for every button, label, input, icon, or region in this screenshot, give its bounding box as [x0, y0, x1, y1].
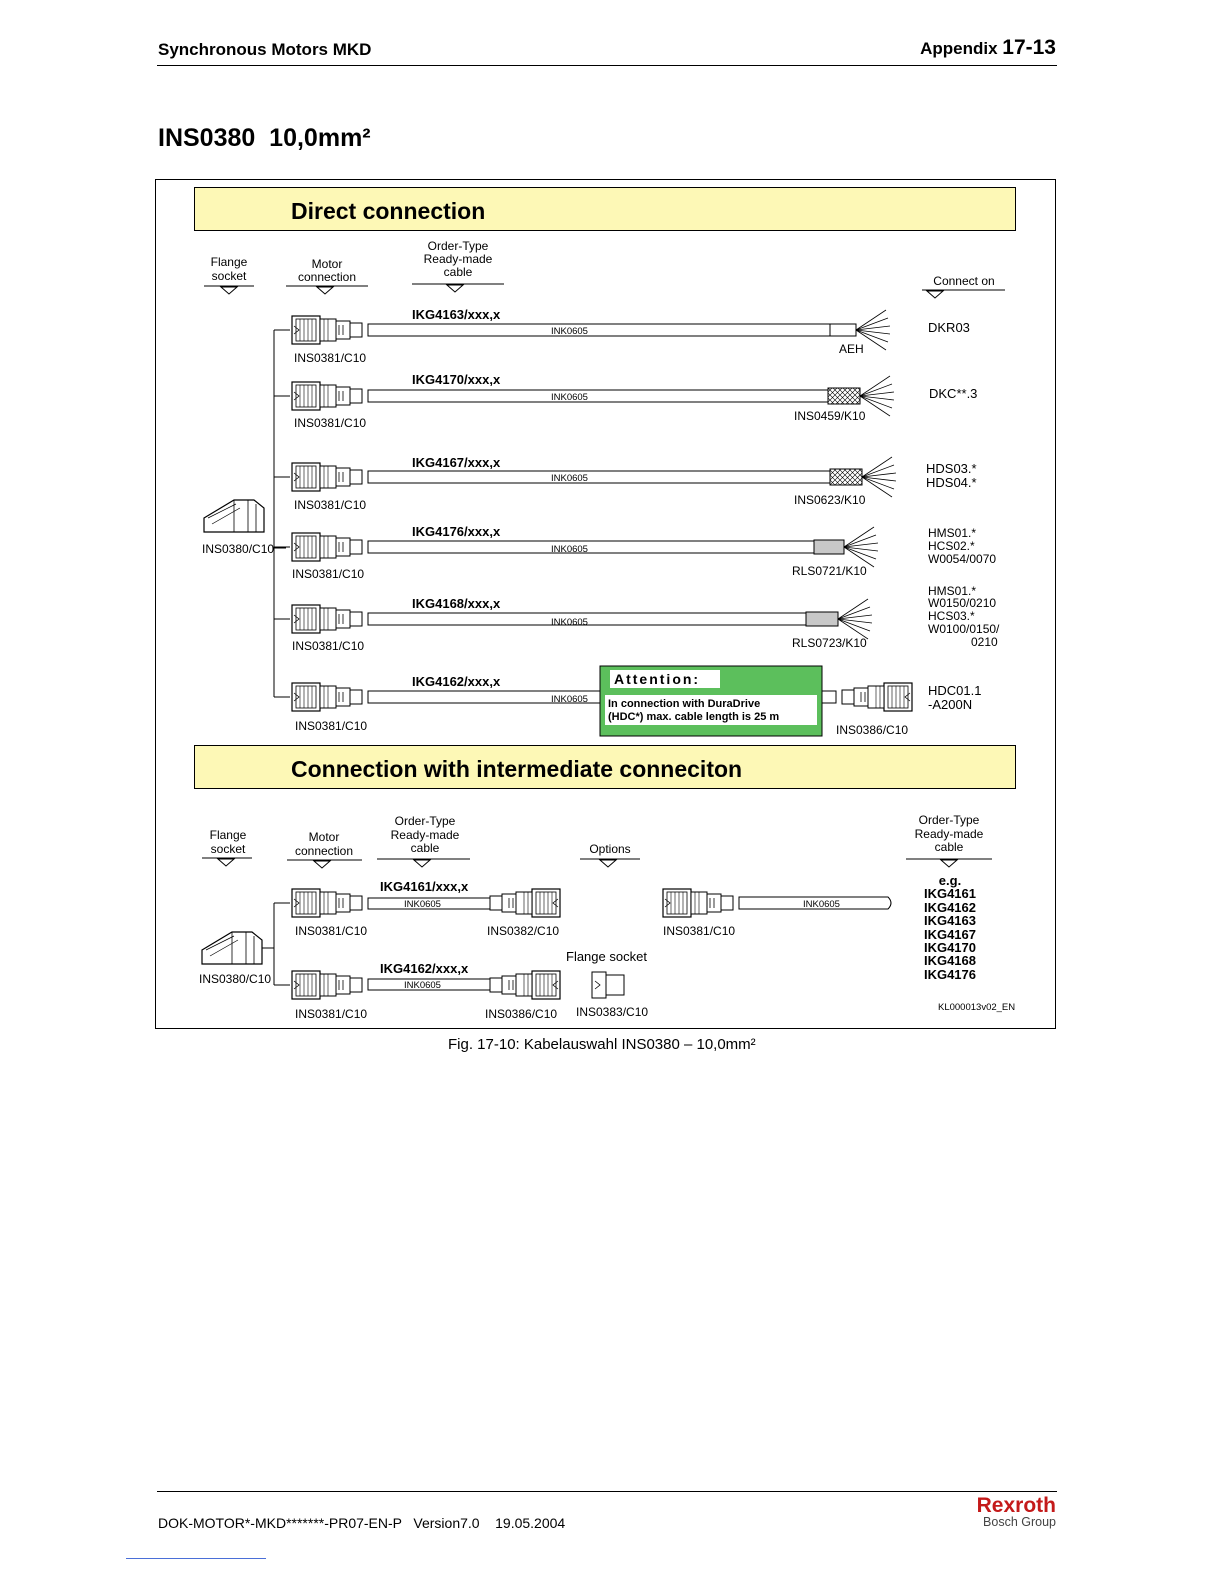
ink-code: INK0605: [551, 326, 588, 337]
col-connect-label: Connect on: [933, 274, 995, 288]
ext-motor-code: INS0381/C10: [663, 924, 736, 938]
target-device: HDS03.*: [926, 461, 977, 476]
eg-item: IKG4168: [923, 953, 977, 968]
target-device: W0100/0150/: [928, 622, 1000, 636]
attention-line-1: In connection with DuraDrive: [608, 698, 761, 710]
col-order2-label-1: Order-Type: [918, 813, 980, 827]
target-device: HMS01.*: [928, 526, 977, 540]
target-device: HMS01.*: [928, 584, 977, 598]
flange-socket-drawing: [204, 500, 264, 532]
motor-code: INS0381/C10: [295, 719, 368, 733]
rexroth-logo: Rexroth: [976, 1494, 1056, 1517]
eg-item: IKG4170: [923, 940, 977, 955]
eg-item: IKG4161: [923, 886, 977, 901]
col-options-label: Options: [589, 842, 631, 856]
target-device: -A200N: [928, 697, 973, 712]
col-order2-label-3: cable: [934, 840, 964, 854]
motor-code: INS0381/C10: [292, 639, 365, 653]
target-device: DKR03: [928, 320, 970, 335]
end-code: INS0623/K10: [794, 493, 866, 507]
figure-caption: Fig. 17-10: Kabelauswahl INS0380 – 10,0mm²: [448, 1036, 756, 1053]
figure-id: KL000013v02_EN: [938, 1002, 1016, 1013]
col-flange-label-1: Flange: [209, 828, 247, 842]
eg-item: IKG4162: [923, 900, 977, 915]
ink-code: INK0605: [551, 473, 588, 484]
motor-code: INS0381/C10: [294, 416, 367, 430]
direct-flange-code: INS0380/C10: [202, 542, 275, 556]
cable-code: IKG4162/xxx,x: [412, 674, 501, 689]
ink-code: INK0605: [551, 544, 588, 555]
cable-code: IKG4163/xxx,x: [412, 307, 501, 322]
motor-code: INS0381/C10: [295, 1007, 368, 1021]
page-number: 17-13: [1002, 36, 1056, 59]
col-flange-label-1: Flange: [210, 255, 248, 269]
target-device: HDS04.*: [926, 475, 977, 490]
attention-line-2: (HDC*) max. cable length is 25 m: [608, 711, 780, 723]
col-order-label-2: Ready-made: [390, 828, 460, 842]
col-motor-label-1: Motor: [311, 257, 343, 271]
attention-title: Attention:: [614, 671, 701, 687]
cable-code: IKG4176/xxx,x: [412, 524, 501, 539]
end-code: INS0386/C10: [485, 1007, 558, 1021]
cable-ikg4167: [368, 471, 830, 483]
bosch-group-label: Bosch Group: [983, 1515, 1056, 1529]
ink-code: INK0605: [404, 899, 441, 910]
section-title-intermediate: Connection with intermediate conneciton: [291, 756, 743, 782]
target-device: HDC01.1: [928, 683, 982, 698]
cable-ikg4163: [368, 324, 830, 336]
bottom-link-underline: [126, 1558, 266, 1559]
end-code: INS0382/C10: [487, 924, 560, 938]
col-order-label-2: Ready-made: [423, 252, 493, 266]
cable-code: IKG4162/xxx,x: [380, 961, 469, 976]
col-order-label-1: Order-Type: [394, 814, 456, 828]
cable-code: IKG4168/xxx,x: [412, 596, 501, 611]
option-code: INS0383/C10: [576, 1005, 649, 1019]
eg-item: IKG4163: [923, 913, 977, 928]
ext-ink-code: INK0605: [803, 899, 840, 910]
target-device: 0210: [971, 635, 998, 649]
target-device: W0150/0210: [928, 596, 997, 610]
section-title-direct: Direct connection: [291, 198, 486, 224]
footer-rule: [157, 1491, 1057, 1492]
end-code: RLS0723/K10: [792, 636, 867, 650]
motor-code: INS0381/C10: [294, 351, 367, 365]
eg-item: IKG4176: [923, 967, 977, 982]
eg-item: IKG4167: [923, 927, 977, 942]
col-motor-label-2: connection: [297, 270, 357, 284]
ink-code: INK0605: [551, 694, 588, 705]
motor-code: INS0381/C10: [294, 498, 367, 512]
page-title: INS0380 10,0mm²: [158, 124, 371, 152]
flange-socket-drawing-2: [202, 932, 262, 964]
col-flange-label-2: socket: [210, 842, 246, 856]
footer-doc-id: DOK-MOTOR*-MKD*******-PR07-EN-P Version7.0 19.05.2004: [158, 1515, 566, 1531]
col-order-label-1: Order-Type: [427, 239, 489, 253]
end-code: INS0386/C10: [836, 723, 909, 737]
appendix-label: Appendix: [920, 39, 998, 58]
target-device: HCS02.*: [928, 539, 975, 553]
ink-code: INK0605: [404, 980, 441, 991]
end-code: INS0459/K10: [794, 409, 866, 423]
end-code: AEH: [839, 342, 864, 356]
cable-code: IKG4167/xxx,x: [412, 455, 501, 470]
target-device: HCS03.*: [928, 609, 975, 623]
cable-ikg4176: [368, 541, 814, 553]
motor-code: INS0381/C10: [295, 924, 368, 938]
target-device: W0054/0070: [928, 552, 997, 566]
col-motor-label-2: connection: [294, 844, 354, 858]
motor-code: INS0381/C10: [292, 567, 365, 581]
eg-label: e.g.: [938, 873, 962, 888]
end-code: RLS0721/K10: [792, 564, 867, 578]
col-order-label-3: cable: [410, 841, 440, 855]
inter-flange-code: INS0380/C10: [199, 972, 272, 986]
col-motor-label-1: Motor: [308, 830, 340, 844]
cable-ikg4170: [368, 390, 828, 402]
running-header-title: Synchronous Motors MKD: [158, 40, 372, 59]
ink-code: INK0605: [551, 617, 588, 628]
cable-code: IKG4170/xxx,x: [412, 372, 501, 387]
option-flange-socket: [592, 972, 606, 998]
ink-code: INK0605: [551, 392, 588, 403]
col-order-label-3: cable: [443, 265, 473, 279]
target-device: DKC**.3: [929, 386, 978, 401]
cable-code: IKG4161/xxx,x: [380, 879, 469, 894]
col-order2-label-2: Ready-made: [914, 827, 984, 841]
col-flange-label-2: socket: [211, 269, 247, 283]
option-label: Flange socket: [566, 949, 647, 964]
